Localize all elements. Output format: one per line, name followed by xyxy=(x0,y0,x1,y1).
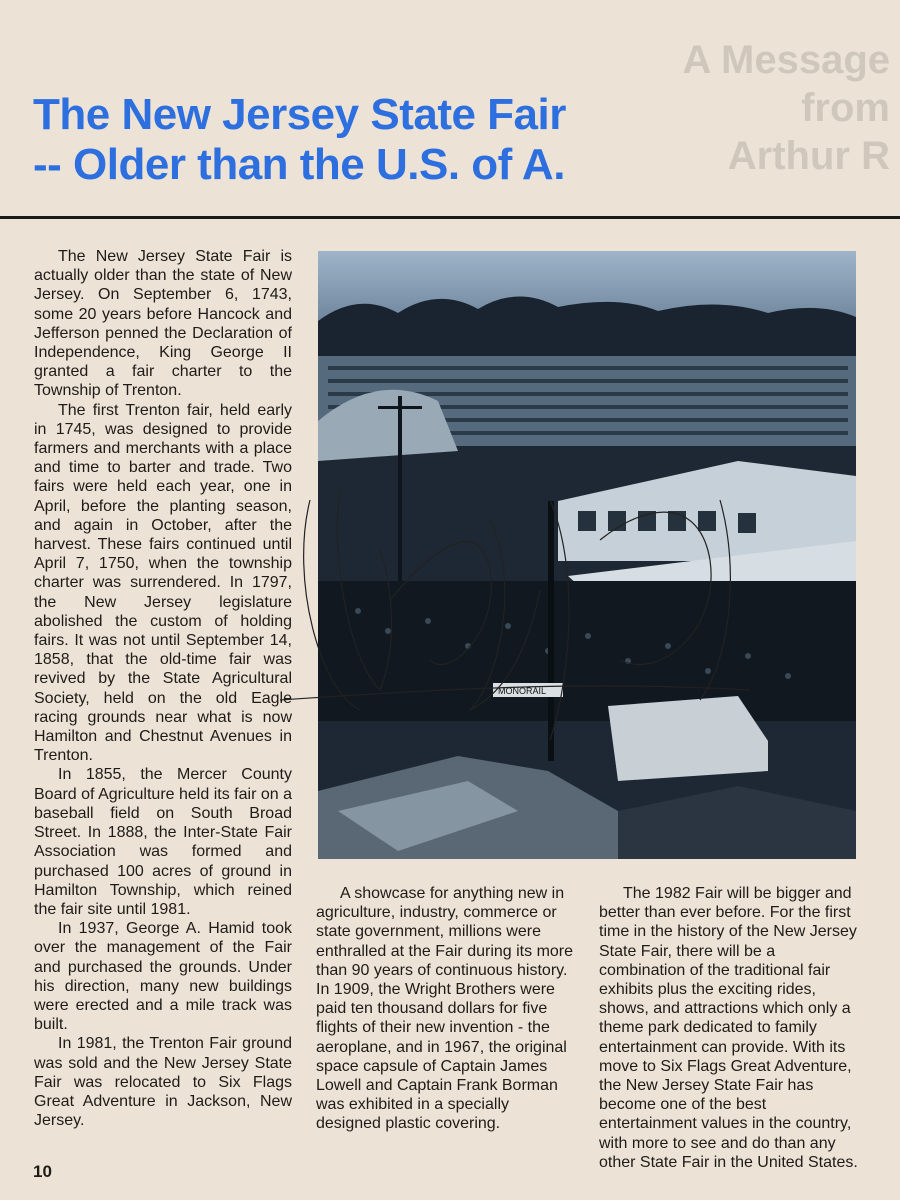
title-line-2: -- Older than the U.S. of A. xyxy=(33,140,565,189)
paragraph: In 1855, the Mercer County Board of Agriculture held its fair on a baseball field on South Broad Street. In 1888, the Inter-State Fair Association was formed and purchased 100 acres of ground in Hamilton Township, which reined the fair site until 1981. xyxy=(34,766,292,918)
photo-banner: MONORAIL xyxy=(498,686,547,696)
paragraph: In 1981, the Trenton Fair ground was sold and the New Jersey State Fair was relocated to Six Flags Great Adventure in Jackson, New Jersey. xyxy=(34,1035,292,1130)
bleed-line: from xyxy=(801,86,890,130)
bleed-through-text xyxy=(600,30,900,190)
title-divider xyxy=(0,216,900,219)
paragraph: The first Trenton fair, held early in 1745, was designed to provide farmers and merchants with a place and time to barter and trade. Two fairs were held each year, one in April, before the planting season, and again in October, after the harvest. These fairs continued until April 7, 1750, when the township charter was surrendered. In 1797, the New Jersey legislature abolished the custom of holding fairs. It was not until September 14, 1858, that the old-time fair was revived by the State Agricultural Society, held on the old Eagle racing grounds near what is now Hamilton and Chestnut Avenues in Trenton. xyxy=(34,401,292,765)
paragraph: A showcase for anything new in agriculture, industry, commerce or state government, millions were enthralled at the Fair during its more than 90 years of continuous history. In 1909, the Wright Brothers were paid ten thousand dollars for five flights of their new invention - the aeroplane, and in 1967, the original space capsule of Captain James Lowell and Captain Frank Borman was exhibited in a specially designed plastic covering. xyxy=(316,885,574,1133)
article-column-1 xyxy=(34,247,292,1130)
signature-overlay xyxy=(280,460,840,760)
page-number: 10 xyxy=(33,1162,52,1181)
page-title xyxy=(33,90,566,190)
paragraph: The New Jersey State Fair is actually older than the state of New Jersey. On September 6, 1743, some 20 years before Hancock and Jefferson penned the Declaration of Independence, King George II granted a fair charter to the Township of Trenton. xyxy=(34,248,292,400)
article-column-3 xyxy=(599,884,859,1172)
article-column-2 xyxy=(316,884,574,1134)
bleed-line: A Message xyxy=(682,38,890,82)
bleed-line: Arthur R xyxy=(727,134,890,178)
paragraph: In 1937, George A. Hamid took over the management of the Fair and purchased the grounds. Under his direction, many new buildings were erected and a mile track was built. xyxy=(34,920,292,1034)
paragraph: The 1982 Fair will be bigger and better than ever before. For the first time in the history of the New Jersey State Fair, there will be a combination of the traditional fair exhibits plus the exciting rides, shows, and attractions which only a theme park dedicated to family entertainment can provide. With its move to Six Flags Great Adventure, the New Jersey State Fair has become one of the best entertainment values in the country, with more to see and do than any other State Fair in the United States. xyxy=(599,885,858,1171)
title-line-1: The New Jersey State Fair xyxy=(33,90,566,139)
